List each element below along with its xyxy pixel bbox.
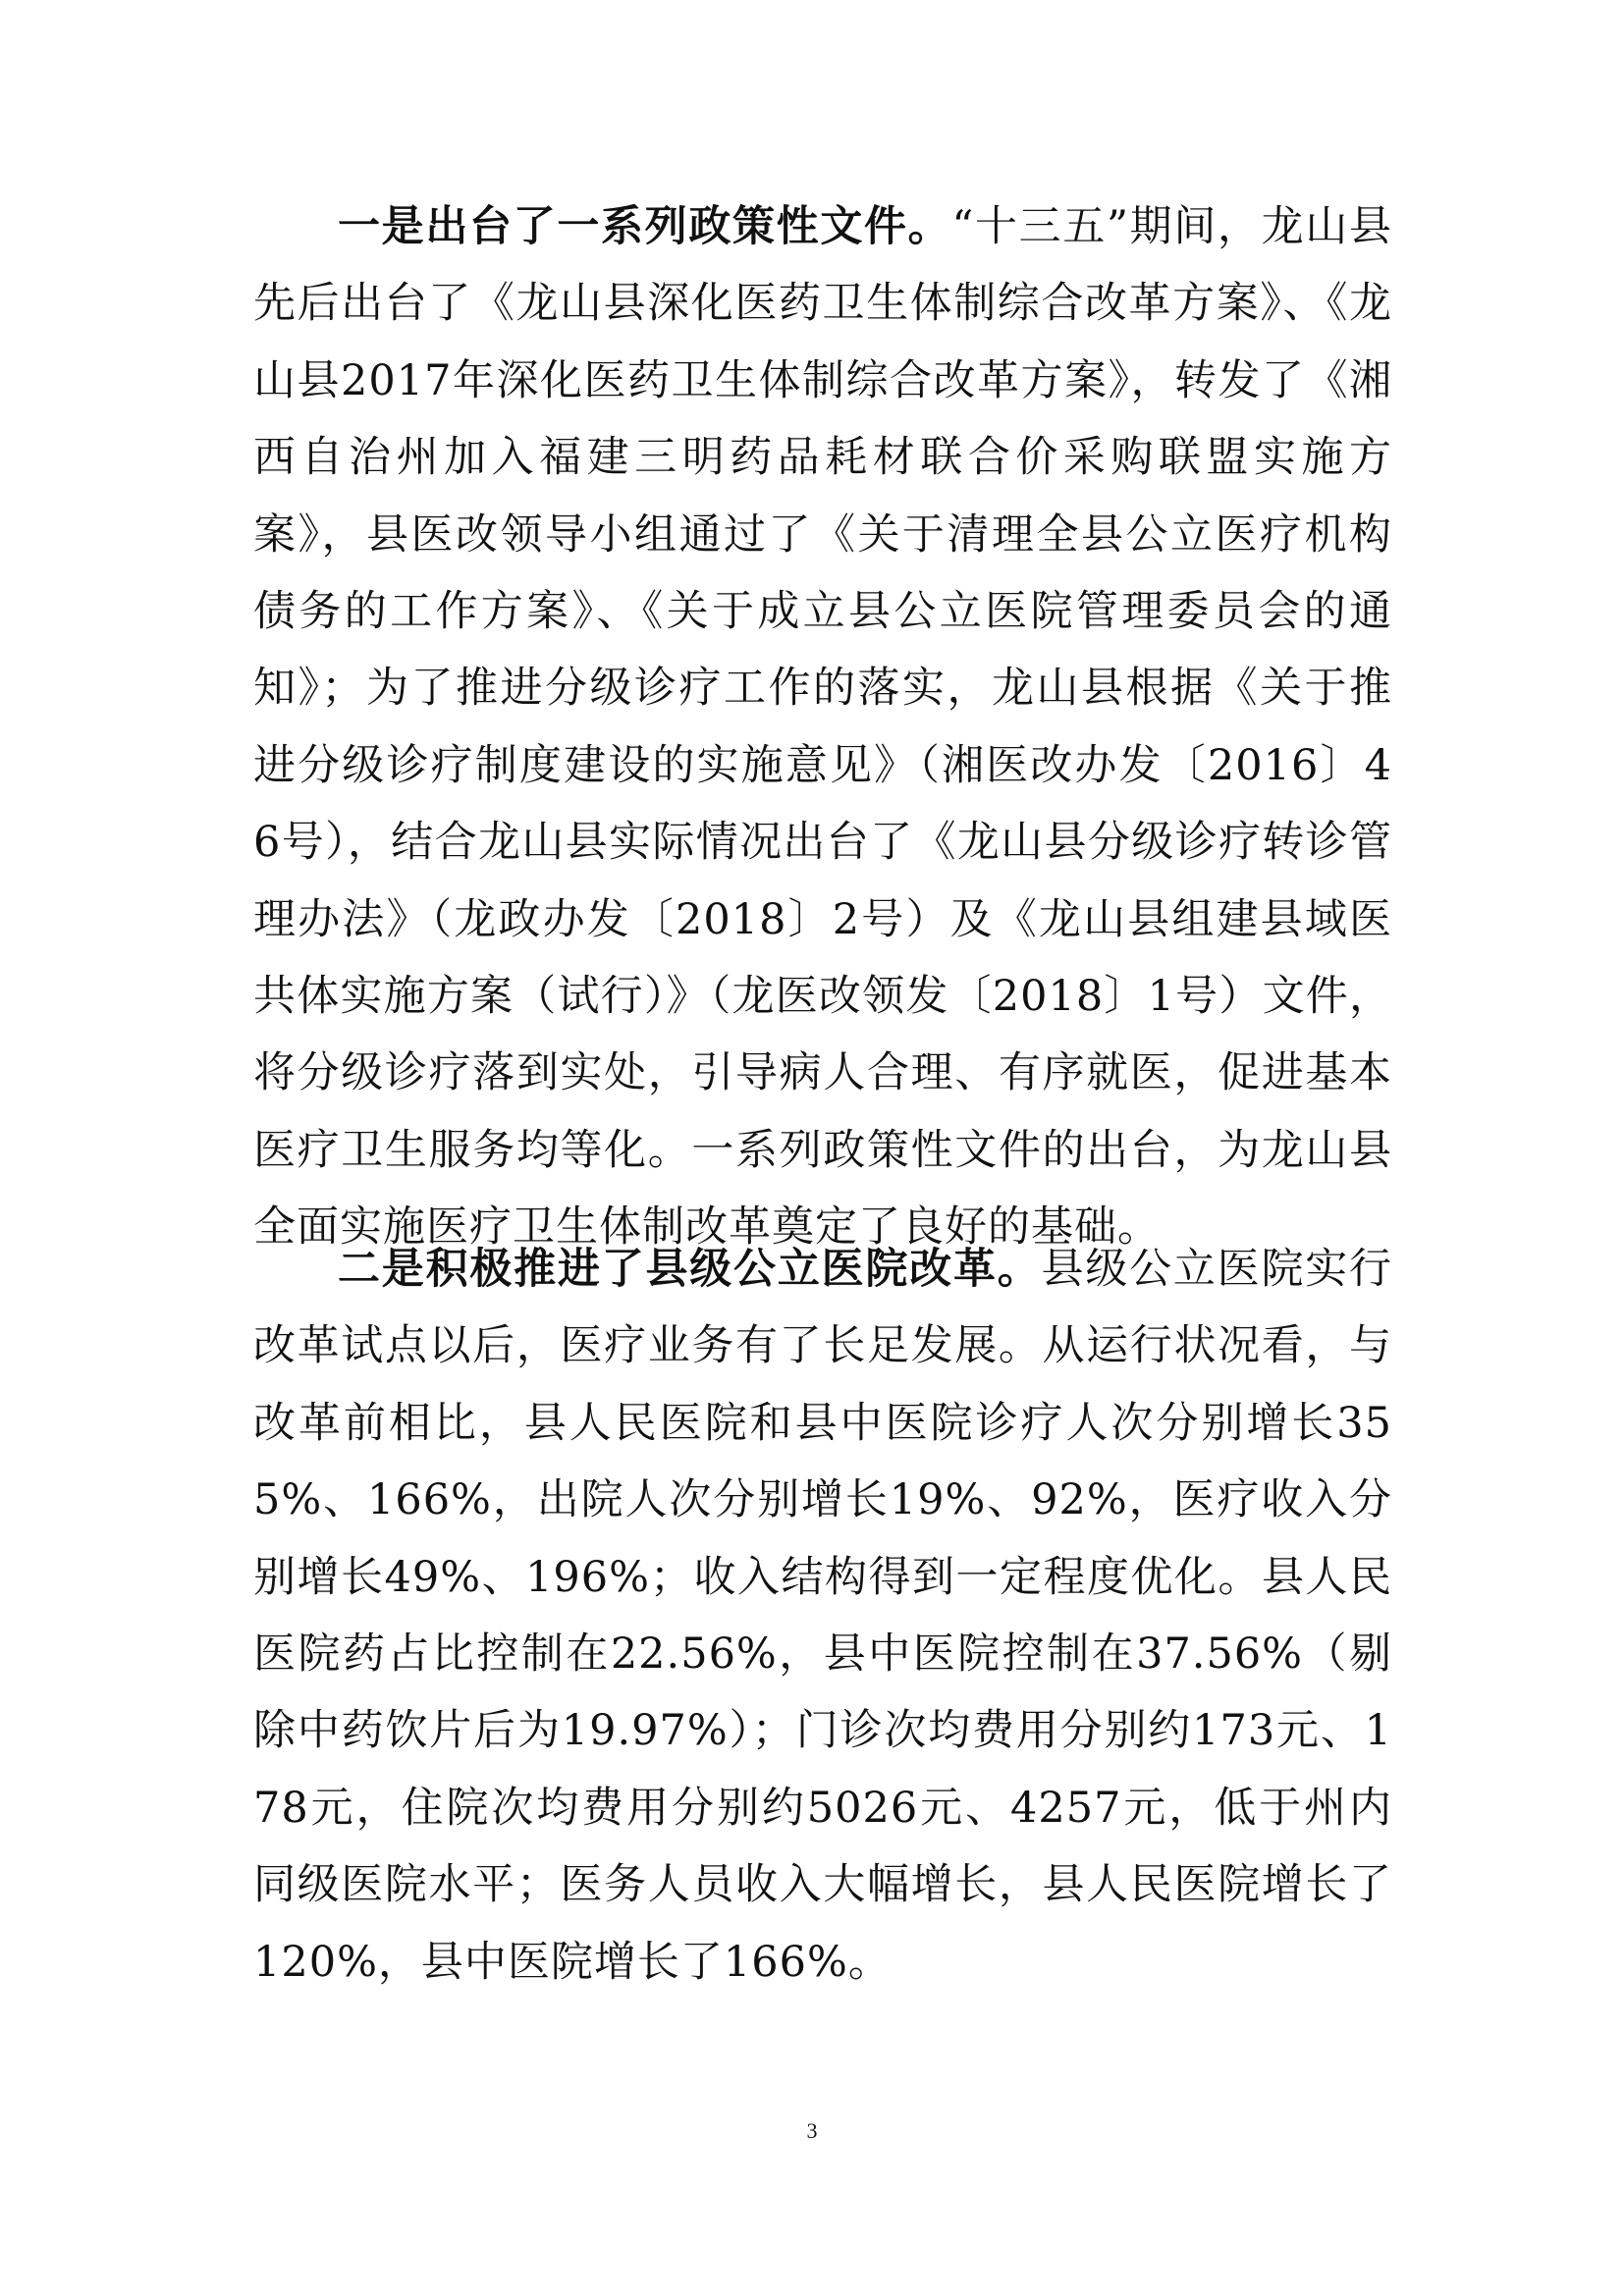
paragraph-lead-heading: 二是积极推进了县级公立医院改革。 xyxy=(338,1245,1042,1294)
page-number: 3 xyxy=(806,2118,818,2143)
paragraph-policy-documents xyxy=(253,188,1392,1266)
paragraph-lead-heading: 一是出台了一系列政策性文件。 xyxy=(338,202,952,251)
paragraph-body-text: 县级公立医院实行改革试点以后，医疗业务有了长足发展。从运行状况看，与改革前相比，县人民医院和县中医院诊疗人次分别增长355%、166%，出院人次分别增长19%、92%，医疗收入分别增长49%、196%；收入结构得到一定程度优化。县人民医院药占比控制在22.56%，县中医院控制在37.56%（剔除中药饮片后为19.97%）；门诊次均费用分别约173元、178元，住院次均费用分别约5026元、4257元，低于州内同级医院水平；医务人员收入大幅增长，县人民医院增长了120%，县中医院增长了166%。 xyxy=(253,1245,1393,1987)
paragraph-body-text: “十三五”期间，龙山县先后出台了《龙山县深化医药卫生体制综合改革方案》、《龙山县2017年深化医药卫生体制综合改革方案》，转发了《湘西自治州加入福建三明药品耗材联合价采购联盟实施方案》，县医改领导小组通过了《关于清理全县公立医疗机构债务的工作方案》、《关于成立县公立医院管理委员会的通知》；为了推进分级诊疗工作的落实，龙山县根据《关于推进分级诊疗制度建设的实施意见》（湘医改办发〔2016〕46号），结合龙山县实际情况出台了《龙山县分级诊疗转诊管理办法》（龙政办发〔2018〕2号）及《龙山县组建县域医共体实施方案（试行）》（龙医改领发〔2018〕1号）文件，将分级诊疗落到实处，引导病人合理、有序就医，促进基本医疗卫生服务均等化。一系列政策性文件的出台，为龙山县全面实施医疗卫生体制改革奠定了良好的基础。 xyxy=(253,202,1393,1253)
paragraph-hospital-reform xyxy=(253,1231,1392,2001)
